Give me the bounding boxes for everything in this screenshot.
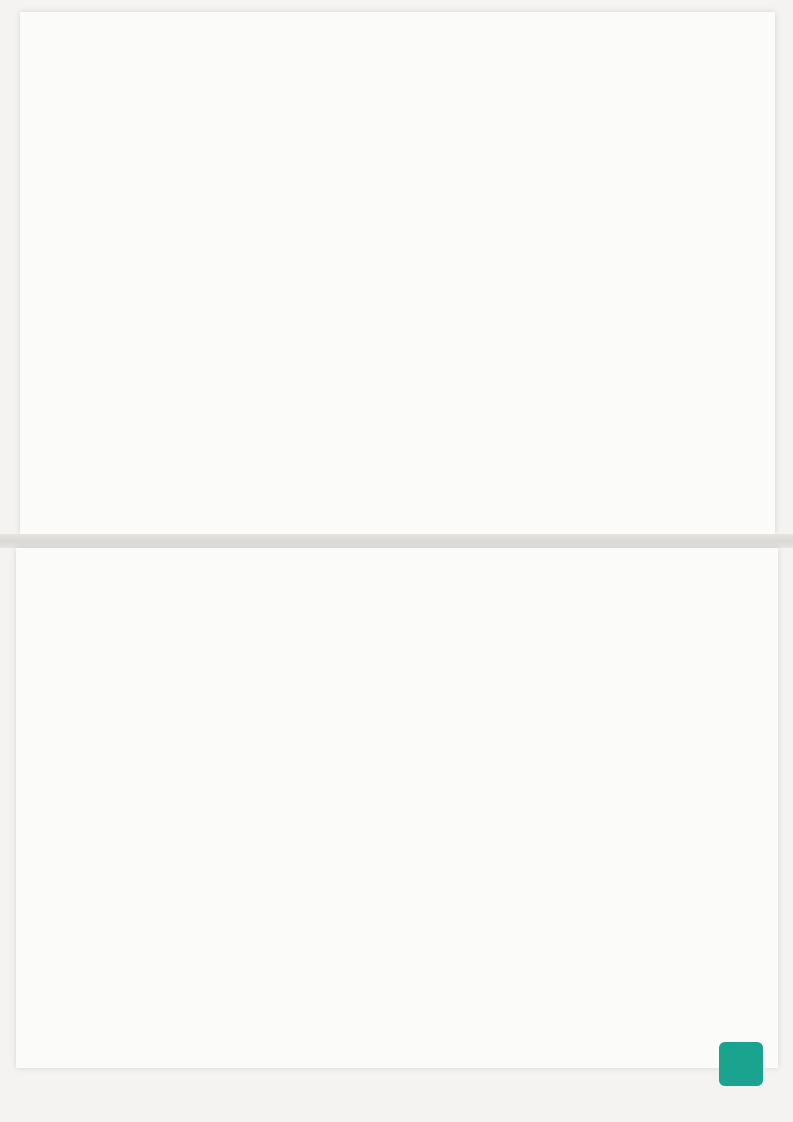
page-6-content xyxy=(30,23,765,523)
camscanner-watermark xyxy=(719,1042,771,1086)
page-7-content xyxy=(27,559,767,1057)
page-6-sheet xyxy=(20,12,775,534)
page-fold xyxy=(0,534,793,548)
camscanner-logo-icon xyxy=(719,1042,763,1086)
page-7-sheet xyxy=(16,548,778,1068)
